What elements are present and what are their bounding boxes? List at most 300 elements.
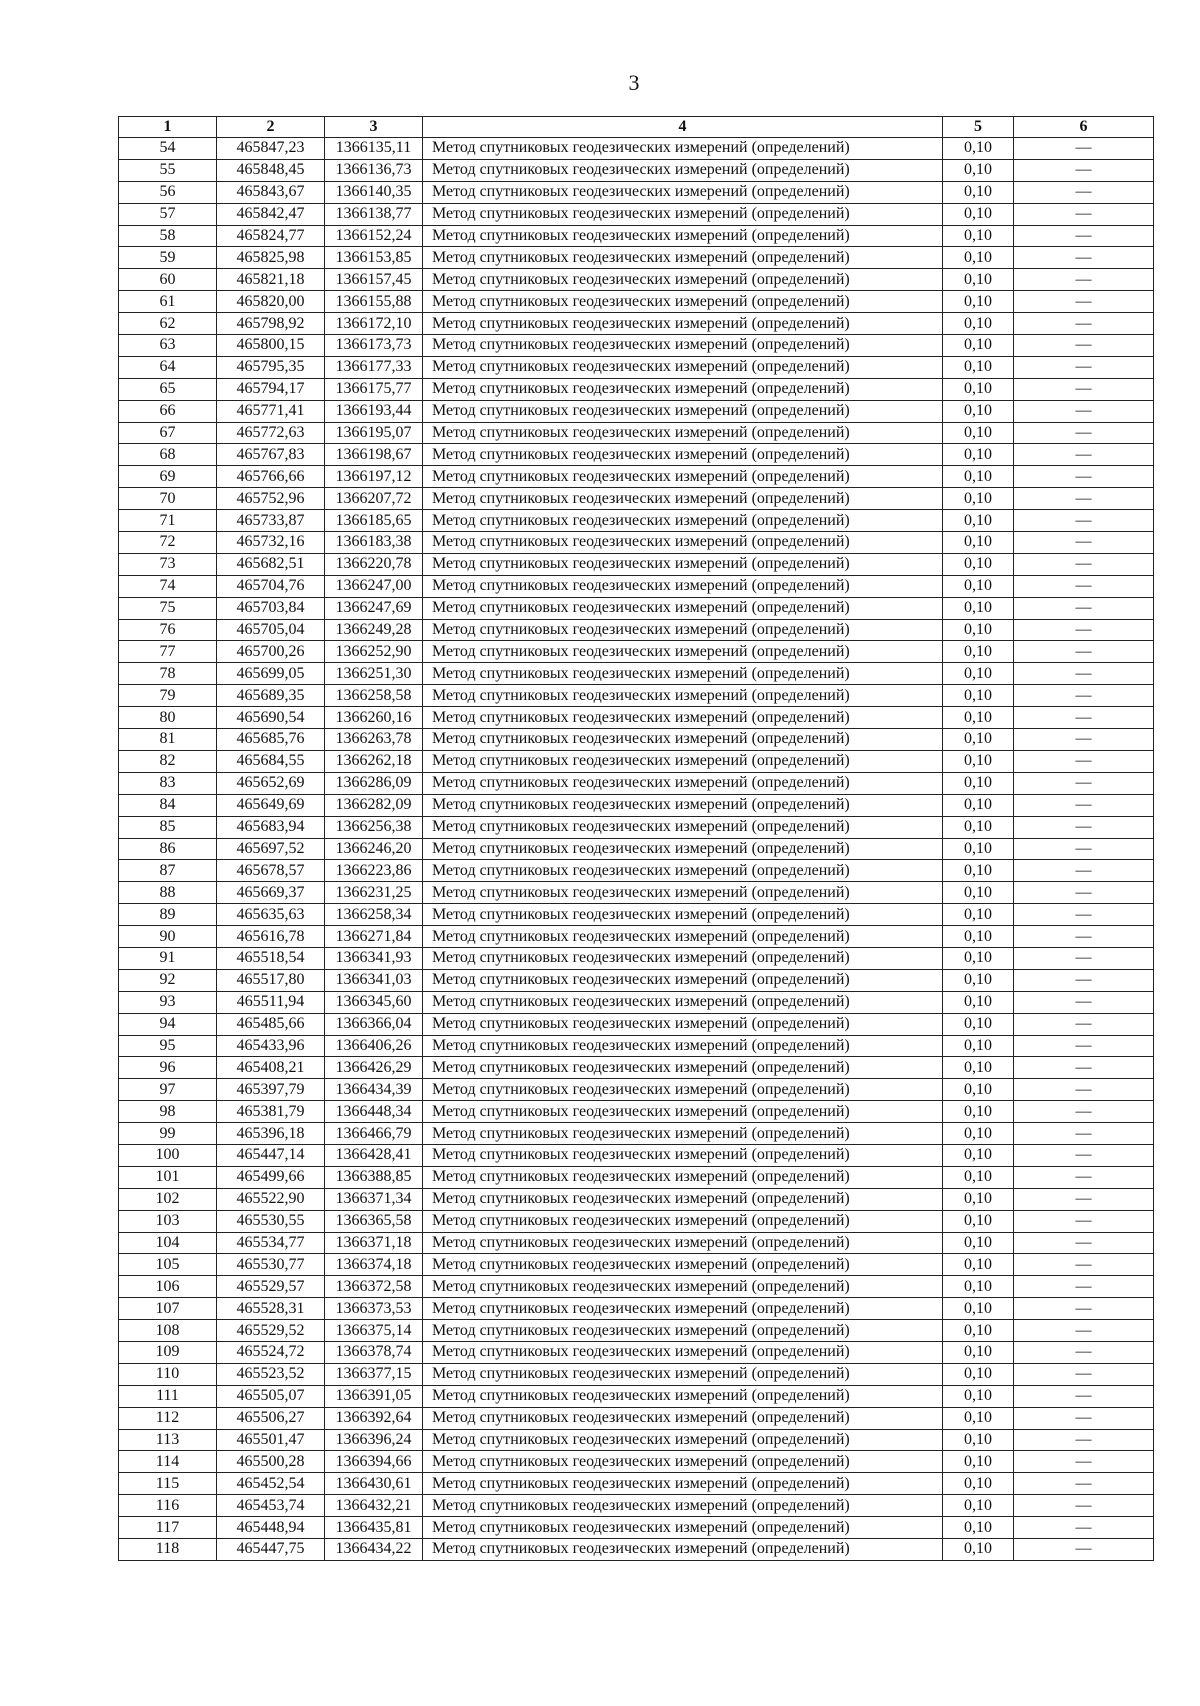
method-cell: Метод спутниковых геодезических измерений (определений) <box>423 575 943 597</box>
table-row <box>119 378 1154 400</box>
description-cell: — <box>1014 1495 1154 1517</box>
table-row <box>119 1320 1154 1342</box>
point-number-cell: 92 <box>119 969 217 991</box>
y-coordinate-cell: 1366434,22 <box>325 1539 423 1561</box>
description-cell: — <box>1014 597 1154 619</box>
description-cell: — <box>1014 1451 1154 1473</box>
description-cell: — <box>1014 1429 1154 1451</box>
method-cell: Метод спутниковых геодезических измерений (определений) <box>423 597 943 619</box>
y-coordinate-cell: 1366426,29 <box>325 1057 423 1079</box>
description-cell: — <box>1014 335 1154 357</box>
precision-cell: 0,10 <box>943 444 1014 466</box>
x-coordinate-cell: 465752,96 <box>217 488 325 510</box>
y-coordinate-cell: 1366282,09 <box>325 794 423 816</box>
y-coordinate-cell: 1366345,60 <box>325 991 423 1013</box>
table-row <box>119 400 1154 422</box>
point-number-cell: 69 <box>119 466 217 488</box>
coordinates-table <box>118 116 1154 1561</box>
y-coordinate-cell: 1366231,25 <box>325 882 423 904</box>
description-cell: — <box>1014 291 1154 313</box>
description-cell: — <box>1014 1407 1154 1429</box>
y-coordinate-cell: 1366260,16 <box>325 707 423 729</box>
precision-cell: 0,10 <box>943 269 1014 291</box>
y-coordinate-cell: 1366406,26 <box>325 1035 423 1057</box>
table-row <box>119 1079 1154 1101</box>
precision-cell: 0,10 <box>943 685 1014 707</box>
point-number-cell: 56 <box>119 181 217 203</box>
column-header: 5 <box>943 117 1014 138</box>
description-cell: — <box>1014 532 1154 554</box>
x-coordinate-cell: 465821,18 <box>217 269 325 291</box>
x-coordinate-cell: 465825,98 <box>217 247 325 269</box>
point-number-cell: 94 <box>119 1013 217 1035</box>
table-row <box>119 488 1154 510</box>
method-cell: Метод спутниковых геодезических измерений (определений) <box>423 926 943 948</box>
precision-cell: 0,10 <box>943 1495 1014 1517</box>
y-coordinate-cell: 1366152,24 <box>325 225 423 247</box>
x-coordinate-cell: 465523,52 <box>217 1363 325 1385</box>
y-coordinate-cell: 1366372,58 <box>325 1276 423 1298</box>
precision-cell: 0,10 <box>943 969 1014 991</box>
column-header: 4 <box>423 117 943 138</box>
point-number-cell: 81 <box>119 729 217 751</box>
table-row <box>119 335 1154 357</box>
y-coordinate-cell: 1366263,78 <box>325 729 423 751</box>
description-cell: — <box>1014 772 1154 794</box>
x-coordinate-cell: 465705,04 <box>217 619 325 641</box>
x-coordinate-cell: 465703,84 <box>217 597 325 619</box>
table-row <box>119 597 1154 619</box>
table-row <box>119 969 1154 991</box>
x-coordinate-cell: 465452,54 <box>217 1473 325 1495</box>
x-coordinate-cell: 465649,69 <box>217 794 325 816</box>
precision-cell: 0,10 <box>943 1144 1014 1166</box>
table-row <box>119 1495 1154 1517</box>
description-cell: — <box>1014 203 1154 225</box>
method-cell: Метод спутниковых геодезических измерений (определений) <box>423 1320 943 1342</box>
table-row <box>119 1013 1154 1035</box>
y-coordinate-cell: 1366193,44 <box>325 400 423 422</box>
precision-cell: 0,10 <box>943 159 1014 181</box>
description-cell: — <box>1014 882 1154 904</box>
table-row <box>119 904 1154 926</box>
precision-cell: 0,10 <box>943 1254 1014 1276</box>
method-cell: Метод спутниковых геодезических измерений (определений) <box>423 313 943 335</box>
description-cell: — <box>1014 1079 1154 1101</box>
y-coordinate-cell: 1366373,53 <box>325 1298 423 1320</box>
description-cell: — <box>1014 729 1154 751</box>
method-cell: Метод спутниковых геодезических измерений (определений) <box>423 225 943 247</box>
method-cell: Метод спутниковых геодезических измерений (определений) <box>423 1232 943 1254</box>
x-coordinate-cell: 465685,76 <box>217 729 325 751</box>
x-coordinate-cell: 465485,66 <box>217 1013 325 1035</box>
table-row <box>119 1254 1154 1276</box>
table-row <box>119 794 1154 816</box>
method-cell: Метод спутниковых геодезических измерений (определений) <box>423 947 943 969</box>
point-number-cell: 116 <box>119 1495 217 1517</box>
table-row <box>119 1298 1154 1320</box>
precision-cell: 0,10 <box>943 532 1014 554</box>
point-number-cell: 118 <box>119 1539 217 1561</box>
point-number-cell: 84 <box>119 794 217 816</box>
point-number-cell: 112 <box>119 1407 217 1429</box>
point-number-cell: 82 <box>119 750 217 772</box>
x-coordinate-cell: 465824,77 <box>217 225 325 247</box>
description-cell: — <box>1014 181 1154 203</box>
x-coordinate-cell: 465682,51 <box>217 553 325 575</box>
point-number-cell: 105 <box>119 1254 217 1276</box>
precision-cell: 0,10 <box>943 1035 1014 1057</box>
point-number-cell: 86 <box>119 838 217 860</box>
method-cell: Метод спутниковых геодезических измерений (определений) <box>423 356 943 378</box>
point-number-cell: 61 <box>119 291 217 313</box>
precision-cell: 0,10 <box>943 138 1014 160</box>
x-coordinate-cell: 465524,72 <box>217 1341 325 1363</box>
precision-cell: 0,10 <box>943 1079 1014 1101</box>
precision-cell: 0,10 <box>943 816 1014 838</box>
y-coordinate-cell: 1366207,72 <box>325 488 423 510</box>
description-cell: — <box>1014 1539 1154 1561</box>
description-cell: — <box>1014 488 1154 510</box>
table-row <box>119 159 1154 181</box>
table-row <box>119 926 1154 948</box>
method-cell: Метод спутниковых геодезических измерений (определений) <box>423 904 943 926</box>
column-header: 2 <box>217 117 325 138</box>
x-coordinate-cell: 465690,54 <box>217 707 325 729</box>
x-coordinate-cell: 465433,96 <box>217 1035 325 1057</box>
precision-cell: 0,10 <box>943 882 1014 904</box>
method-cell: Метод спутниковых геодезических измерений (определений) <box>423 794 943 816</box>
y-coordinate-cell: 1366247,00 <box>325 575 423 597</box>
description-cell: — <box>1014 1298 1154 1320</box>
precision-cell: 0,10 <box>943 663 1014 685</box>
precision-cell: 0,10 <box>943 772 1014 794</box>
method-cell: Метод спутниковых геодезических измерений (определений) <box>423 1013 943 1035</box>
table-row <box>119 860 1154 882</box>
table-body <box>119 138 1154 1561</box>
table-row <box>119 729 1154 751</box>
method-cell: Метод спутниковых геодезических измерений (определений) <box>423 291 943 313</box>
point-number-cell: 64 <box>119 356 217 378</box>
precision-cell: 0,10 <box>943 1451 1014 1473</box>
table-row <box>119 947 1154 969</box>
y-coordinate-cell: 1366434,39 <box>325 1079 423 1101</box>
method-cell: Метод спутниковых геодезических измерений (определений) <box>423 1079 943 1101</box>
table-row <box>119 1385 1154 1407</box>
x-coordinate-cell: 465635,63 <box>217 904 325 926</box>
x-coordinate-cell: 465453,74 <box>217 1495 325 1517</box>
method-cell: Метод спутниковых геодезических измерений (определений) <box>423 816 943 838</box>
y-coordinate-cell: 1366220,78 <box>325 553 423 575</box>
method-cell: Метод спутниковых геодезических измерений (определений) <box>423 466 943 488</box>
y-coordinate-cell: 1366271,84 <box>325 926 423 948</box>
precision-cell: 0,10 <box>943 1188 1014 1210</box>
x-coordinate-cell: 465798,92 <box>217 313 325 335</box>
y-coordinate-cell: 1366183,38 <box>325 532 423 554</box>
point-number-cell: 71 <box>119 510 217 532</box>
method-cell: Метод спутниковых геодезических измерений (определений) <box>423 1144 943 1166</box>
table-row <box>119 882 1154 904</box>
x-coordinate-cell: 465772,63 <box>217 422 325 444</box>
x-coordinate-cell: 465678,57 <box>217 860 325 882</box>
x-coordinate-cell: 465704,76 <box>217 575 325 597</box>
table-row <box>119 181 1154 203</box>
description-cell: — <box>1014 553 1154 575</box>
y-coordinate-cell: 1366140,35 <box>325 181 423 203</box>
method-cell: Метод спутниковых геодезических измерений (определений) <box>423 619 943 641</box>
y-coordinate-cell: 1366252,90 <box>325 641 423 663</box>
method-cell: Метод спутниковых геодезических измерений (определений) <box>423 1341 943 1363</box>
precision-cell: 0,10 <box>943 181 1014 203</box>
point-number-cell: 78 <box>119 663 217 685</box>
method-cell: Метод спутниковых геодезических измерений (определений) <box>423 641 943 663</box>
precision-cell: 0,10 <box>943 1517 1014 1539</box>
x-coordinate-cell: 465652,69 <box>217 772 325 794</box>
description-cell: — <box>1014 750 1154 772</box>
method-cell: Метод спутниковых геодезических измерений (определений) <box>423 203 943 225</box>
method-cell: Метод спутниковых геодезических измерений (определений) <box>423 1517 943 1539</box>
y-coordinate-cell: 1366377,15 <box>325 1363 423 1385</box>
x-coordinate-cell: 465505,07 <box>217 1385 325 1407</box>
table-row <box>119 1035 1154 1057</box>
y-coordinate-cell: 1366341,03 <box>325 969 423 991</box>
x-coordinate-cell: 465397,79 <box>217 1079 325 1101</box>
y-coordinate-cell: 1366155,88 <box>325 291 423 313</box>
precision-cell: 0,10 <box>943 1363 1014 1385</box>
y-coordinate-cell: 1366448,34 <box>325 1101 423 1123</box>
table-row <box>119 553 1154 575</box>
point-number-cell: 68 <box>119 444 217 466</box>
table-row <box>119 1232 1154 1254</box>
point-number-cell: 60 <box>119 269 217 291</box>
table-row <box>119 1144 1154 1166</box>
method-cell: Метод спутниковых геодезических измерений (определений) <box>423 1123 943 1145</box>
x-coordinate-cell: 465408,21 <box>217 1057 325 1079</box>
x-coordinate-cell: 465528,31 <box>217 1298 325 1320</box>
point-number-cell: 93 <box>119 991 217 1013</box>
x-coordinate-cell: 465771,41 <box>217 400 325 422</box>
method-cell: Метод спутниковых геодезических измерений (определений) <box>423 1035 943 1057</box>
x-coordinate-cell: 465669,37 <box>217 882 325 904</box>
point-number-cell: 65 <box>119 378 217 400</box>
x-coordinate-cell: 465447,14 <box>217 1144 325 1166</box>
point-number-cell: 59 <box>119 247 217 269</box>
table-row <box>119 707 1154 729</box>
method-cell: Метод спутниковых геодезических измерений (определений) <box>423 1276 943 1298</box>
description-cell: — <box>1014 904 1154 926</box>
description-cell: — <box>1014 947 1154 969</box>
precision-cell: 0,10 <box>943 1013 1014 1035</box>
x-coordinate-cell: 465795,35 <box>217 356 325 378</box>
point-number-cell: 75 <box>119 597 217 619</box>
description-cell: — <box>1014 1166 1154 1188</box>
table-row <box>119 1539 1154 1561</box>
point-number-cell: 87 <box>119 860 217 882</box>
table-row <box>119 510 1154 532</box>
description-cell: — <box>1014 663 1154 685</box>
precision-cell: 0,10 <box>943 313 1014 335</box>
precision-cell: 0,10 <box>943 729 1014 751</box>
description-cell: — <box>1014 422 1154 444</box>
description-cell: — <box>1014 466 1154 488</box>
description-cell: — <box>1014 1385 1154 1407</box>
point-number-cell: 70 <box>119 488 217 510</box>
table-row <box>119 1210 1154 1232</box>
y-coordinate-cell: 1366374,18 <box>325 1254 423 1276</box>
method-cell: Метод спутниковых геодезических измерений (определений) <box>423 1407 943 1429</box>
point-number-cell: 63 <box>119 335 217 357</box>
table-row <box>119 247 1154 269</box>
x-coordinate-cell: 465800,15 <box>217 335 325 357</box>
precision-cell: 0,10 <box>943 904 1014 926</box>
x-coordinate-cell: 465616,78 <box>217 926 325 948</box>
method-cell: Метод спутниковых геодезических измерений (определений) <box>423 1451 943 1473</box>
point-number-cell: 110 <box>119 1363 217 1385</box>
x-coordinate-cell: 465396,18 <box>217 1123 325 1145</box>
precision-cell: 0,10 <box>943 510 1014 532</box>
column-header: 6 <box>1014 117 1154 138</box>
y-coordinate-cell: 1366375,14 <box>325 1320 423 1342</box>
page-number: 3 <box>628 70 640 95</box>
precision-cell: 0,10 <box>943 1276 1014 1298</box>
table-row <box>119 291 1154 313</box>
point-number-cell: 117 <box>119 1517 217 1539</box>
table-row <box>119 444 1154 466</box>
y-coordinate-cell: 1366185,65 <box>325 510 423 532</box>
x-coordinate-cell: 465843,67 <box>217 181 325 203</box>
precision-cell: 0,10 <box>943 1473 1014 1495</box>
table-row <box>119 356 1154 378</box>
table-row <box>119 138 1154 160</box>
method-cell: Метод спутниковых геодезических измерений (определений) <box>423 860 943 882</box>
description-cell: — <box>1014 1363 1154 1385</box>
precision-cell: 0,10 <box>943 1057 1014 1079</box>
y-coordinate-cell: 1366251,30 <box>325 663 423 685</box>
point-number-cell: 74 <box>119 575 217 597</box>
table-row <box>119 313 1154 335</box>
table-row <box>119 1429 1154 1451</box>
description-cell: — <box>1014 159 1154 181</box>
method-cell: Метод спутниковых геодезических измерений (определений) <box>423 1363 943 1385</box>
point-number-cell: 83 <box>119 772 217 794</box>
y-coordinate-cell: 1366371,34 <box>325 1188 423 1210</box>
table-row <box>119 203 1154 225</box>
precision-cell: 0,10 <box>943 991 1014 1013</box>
x-coordinate-cell: 465501,47 <box>217 1429 325 1451</box>
method-cell: Метод спутниковых геодезических измерений (определений) <box>423 772 943 794</box>
point-number-cell: 111 <box>119 1385 217 1407</box>
table-row <box>119 1473 1154 1495</box>
table-row <box>119 772 1154 794</box>
point-number-cell: 55 <box>119 159 217 181</box>
precision-cell: 0,10 <box>943 926 1014 948</box>
description-cell: — <box>1014 1101 1154 1123</box>
point-number-cell: 96 <box>119 1057 217 1079</box>
y-coordinate-cell: 1366135,11 <box>325 138 423 160</box>
method-cell: Метод спутниковых геодезических измерений (определений) <box>423 1539 943 1561</box>
x-coordinate-cell: 465522,90 <box>217 1188 325 1210</box>
table-row <box>119 1451 1154 1473</box>
y-coordinate-cell: 1366394,66 <box>325 1451 423 1473</box>
table-row <box>119 1166 1154 1188</box>
point-number-cell: 80 <box>119 707 217 729</box>
method-cell: Метод спутниковых геодезических измерений (определений) <box>423 1254 943 1276</box>
precision-cell: 0,10 <box>943 1539 1014 1561</box>
table-row <box>119 816 1154 838</box>
x-coordinate-cell: 465684,55 <box>217 750 325 772</box>
y-coordinate-cell: 1366153,85 <box>325 247 423 269</box>
method-cell: Метод спутниковых геодезических измерений (определений) <box>423 138 943 160</box>
table-row <box>119 1407 1154 1429</box>
method-cell: Метод спутниковых геодезических измерений (определений) <box>423 1166 943 1188</box>
x-coordinate-cell: 465530,77 <box>217 1254 325 1276</box>
table-row <box>119 1341 1154 1363</box>
table-row <box>119 838 1154 860</box>
y-coordinate-cell: 1366365,58 <box>325 1210 423 1232</box>
table-row <box>119 750 1154 772</box>
method-cell: Метод спутниковых геодезических измерений (определений) <box>423 991 943 1013</box>
x-coordinate-cell: 465448,94 <box>217 1517 325 1539</box>
y-coordinate-cell: 1366256,38 <box>325 816 423 838</box>
method-cell: Метод спутниковых геодезических измерений (определений) <box>423 1429 943 1451</box>
description-cell: — <box>1014 356 1154 378</box>
precision-cell: 0,10 <box>943 619 1014 641</box>
x-coordinate-cell: 465530,55 <box>217 1210 325 1232</box>
point-number-cell: 90 <box>119 926 217 948</box>
y-coordinate-cell: 1366197,12 <box>325 466 423 488</box>
y-coordinate-cell: 1366249,28 <box>325 619 423 641</box>
precision-cell: 0,10 <box>943 1123 1014 1145</box>
point-number-cell: 103 <box>119 1210 217 1232</box>
x-coordinate-cell: 465767,83 <box>217 444 325 466</box>
method-cell: Метод спутниковых геодезических измерений (определений) <box>423 400 943 422</box>
precision-cell: 0,10 <box>943 1166 1014 1188</box>
description-cell: — <box>1014 1254 1154 1276</box>
y-coordinate-cell: 1366198,67 <box>325 444 423 466</box>
y-coordinate-cell: 1366223,86 <box>325 860 423 882</box>
description-cell: — <box>1014 247 1154 269</box>
description-cell: — <box>1014 1035 1154 1057</box>
y-coordinate-cell: 1366396,24 <box>325 1429 423 1451</box>
precision-cell: 0,10 <box>943 247 1014 269</box>
method-cell: Метод спутниковых геодезических измерений (определений) <box>423 882 943 904</box>
method-cell: Метод спутниковых геодезических измерений (определений) <box>423 1298 943 1320</box>
point-number-cell: 106 <box>119 1276 217 1298</box>
table-row <box>119 575 1154 597</box>
point-number-cell: 72 <box>119 532 217 554</box>
x-coordinate-cell: 465699,05 <box>217 663 325 685</box>
x-coordinate-cell: 465517,80 <box>217 969 325 991</box>
description-cell: — <box>1014 685 1154 707</box>
table-row <box>119 1363 1154 1385</box>
column-header: 1 <box>119 117 217 138</box>
x-coordinate-cell: 465700,26 <box>217 641 325 663</box>
y-coordinate-cell: 1366258,34 <box>325 904 423 926</box>
description-cell: — <box>1014 313 1154 335</box>
method-cell: Метод спутниковых геодезических измерений (определений) <box>423 181 943 203</box>
point-number-cell: 89 <box>119 904 217 926</box>
method-cell: Метод спутниковых геодезических измерений (определений) <box>423 750 943 772</box>
table-row <box>119 1517 1154 1539</box>
precision-cell: 0,10 <box>943 794 1014 816</box>
table-row <box>119 1276 1154 1298</box>
y-coordinate-cell: 1366430,61 <box>325 1473 423 1495</box>
method-cell: Метод спутниковых геодезических измерений (определений) <box>423 488 943 510</box>
x-coordinate-cell: 465766,66 <box>217 466 325 488</box>
x-coordinate-cell: 465820,00 <box>217 291 325 313</box>
x-coordinate-cell: 465732,16 <box>217 532 325 554</box>
y-coordinate-cell: 1366247,69 <box>325 597 423 619</box>
